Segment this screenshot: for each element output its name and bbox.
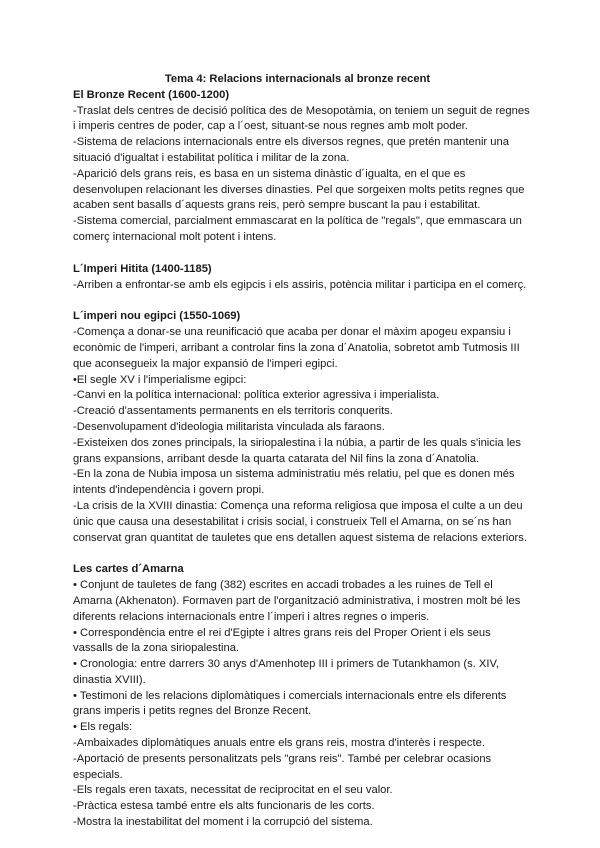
section-spacer [73,246,522,262]
paragraph-line: i imperis centres de poder, cap a l´oest, situant-se nous regnes amb molt poder. [73,120,468,133]
paragraph-line: • Conjunt de tauletes de fang (382) escrites en accadi trobades a les ruines de Tell el [73,579,493,592]
paragraph-line: • Correspondència entre el rei d'Egipte i altres grans reis del Proper Orient i els seus [73,626,491,639]
paragraph-line: -La crisis de la XVIII dinastia: Comença una reforma religiosa que imposa el culte a un deu [73,499,523,512]
paragraph-line: -Aportació de presents personalitzats pels "grans reis". També per celebrar ocasions [73,752,492,765]
paragraph-line: -Sistema comercial, parcialment emmascarat en la política de "regals", que emmascara un [73,215,522,228]
paragraph-line: -Mostra la inestabilitat del moment i la corrupció del sistema. [73,816,373,829]
paragraph-line: -En la zona de Nubia imposa un sistema administratiu més relatiu, pel que es donen més [73,468,515,481]
paragraph-line: comerç internacional molt potent i intens. [73,230,277,243]
section-heading: Les cartes d´Amarna [73,563,184,576]
paragraph-line: que aconsegueix la major expansió de l'imperi egipci. [73,357,338,370]
paragraph-line: -Existeixen dos zones principals, la siriopalestina i la núbia, a partir de les quals s'inicia les [73,436,521,449]
section-spacer [73,293,522,309]
paragraph-line: -Aparició dels grans reis, es basa en un sistema dinàstic d´igualta, en el que es [73,167,466,180]
paragraph-line: intents d'independència i govern propi. [73,484,265,497]
paragraph-line: -Traslat dels centres de decisió política des de Mesopotàmia, on teniem un seguit de regnes [73,104,530,117]
section-imperi-nou-egipci [73,309,527,546]
paragraph-line: -Desenvolupament d'ideologia militarista vinculada als faraons. [73,420,385,433]
paragraph-line: • Els regals: [73,721,133,734]
paragraph-line: -Comença a donar-se una reunificació que acaba per donar el màxim apogeu expansiu i [73,326,511,339]
paragraph-line: grans expansions, arribant desde la quarta catarata del Nil fins la zona d´Anatolia. [73,452,480,465]
paragraph-line: •El segle XV i l'imperialisme egipci: [73,373,247,386]
paragraph-line: -Arriben a enfrontar-se amb els egipcis i els assiris, potència militar i participa en el comerç. [73,278,527,291]
paragraph-line: grans imperis i petits regnes del Bronze Recent. [73,705,312,718]
section-heading: L´imperi nou egipci (1550-1069) [73,310,241,323]
paragraph-line: -Creació d'assentaments permanents en els territoris conquerits. [73,405,393,418]
paragraph-line: acaben sent basalls d´aquests grans reis, però sempre buscant la pau i estabilitat. [73,199,481,212]
paragraph-line: -Ambaixades diplomàtiques anuals entre els grans reis, mostra d'interès i respecte. [73,737,485,750]
paragraph-line: Amarna (Akhenaton). Formaven part de l'organització administrativa, i mostren molt bé les [73,594,521,607]
paragraph-line: -Sistema de relacions internacionals entre els diversos regnes, que pretén mantenir una [73,136,509,149]
paragraph-line: • Cronologia: entre darrers 30 anys d'Amenhotep III i primers de Tutankhamon (s. XIV, [73,658,500,671]
section-spacer [73,546,522,562]
paragraph-line: únic que causa una desestabilitat i crisis social, i construeix Tell el Amarna, on se´ns han [73,515,512,528]
paragraph-line: diferents relacions internacionals entre l´imperi i altres regnes o imperis. [73,610,430,623]
paragraph-line: situació d'igualtat i estabilitat política i militar de la zona. [73,151,350,164]
paragraph-line: • Testimoni de les relacions diplomàtiques i comercials internacionals entre els diferents [73,689,507,702]
paragraph-line: desenvolupen relacionant les diverses dinasties. Pel que sorgeixen molts petits regnes que [73,183,525,196]
paragraph-line: -Els regals eren taxats, necessitat de reciprocitat en el seu valor. [73,784,393,797]
paragraph-line: dinastia XVIII). [73,673,146,686]
paragraph-line: conservat gran quantitat de tauletes que ens detallen aquest sistema de relacions exteriors. [73,531,527,544]
document-title: Tema 4: Relacions internacionals al bronze recent [164,73,431,85]
section-imperi-hitita [73,262,527,294]
paragraph-line: vassalls de la zona siriopalestina. [73,642,240,655]
section-heading: L´Imperi Hitita (1400-1185) [73,262,212,275]
paragraph-line: econòmic de l'imperi, arribant a controlar fins la zona d´Anatolia, sobretot amb Tutmosis III [73,341,520,354]
section-cartes-amarna [73,562,522,831]
section-bronze-recent [73,88,530,246]
section-heading: El Bronze Recent (1600-1200) [73,88,230,101]
paragraph-line: -Canvi en la política internacional: política exterior agressiva i imperialista. [73,389,440,402]
paragraph-line: -Pràctica estesa també entre els alts funcionaris de les corts. [73,800,375,813]
paragraph-line: especials. [73,768,123,781]
